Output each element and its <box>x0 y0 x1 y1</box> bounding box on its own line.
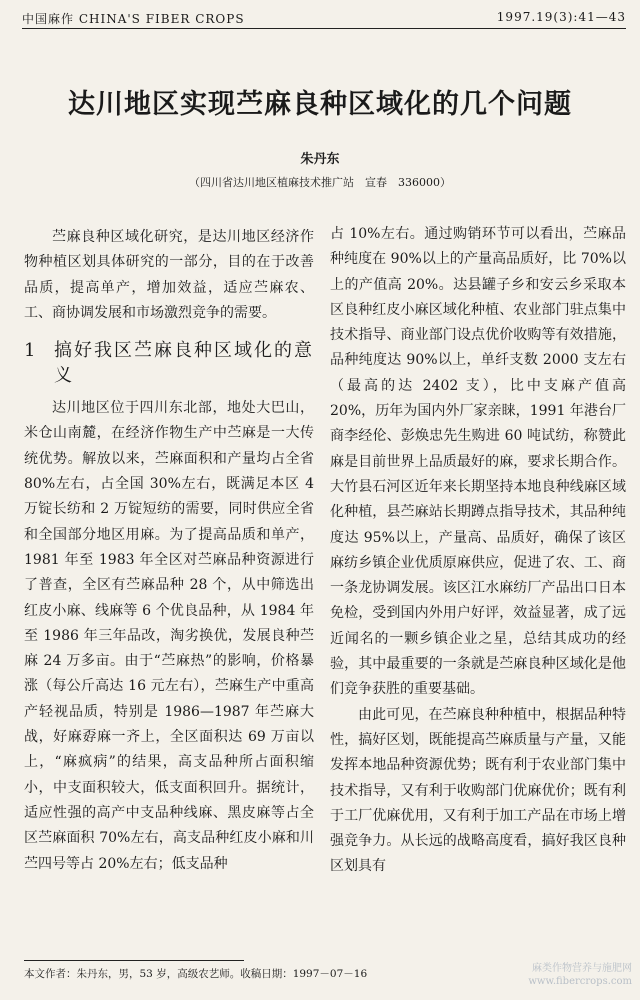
footnote-divider <box>24 960 244 961</box>
section-number: 1 <box>24 340 38 362</box>
watermark-site-name: 麻类作物营养与施肥网 <box>532 963 632 974</box>
intro-paragraph: 苎麻良种区域化研究，是达川地区经济作物种植区划具体研究的一部分，目的在于改善品质，提高单产，增加效益，适应苎麻农、工、商协调发展和市场激烈竞争的需要。 <box>24 229 314 321</box>
journal-header <box>22 10 626 29</box>
journal-name: 中国麻作 CHINA'S FIBER CROPS <box>22 12 245 26</box>
left-column <box>24 225 314 877</box>
body-paragraph-continued: 占 10%左右。通过购销环节可以看出，苎麻品种纯度在 90%以上的产量高品质好，比 70%以上的产值高 20%。达县罐子乡和安云乡采取本区良种红皮小麻区域化种植、农业部门驻点集中技术指导、商业部门设点优价收购等有效措施，品种纯度达 90%以上，单纤支数 2000 支左右（最高的达 2402 支），比中支麻产值高 20%，历年为国内外厂家亲睐，1991 年港台厂商李经伦、彭焕忠先生购进 60 吨试纺，称赞此麻是目前世界上品质最好的麻，要求长期合作。大竹县石河区近年来长期坚持本地良种线麻区域化种植，县苎麻站长期蹲点指导技术，其品种纯度达 95%以上，产量高、品质好，确保了该区麻纺乡镇企业优质原麻供应，促进了农、工、商一条龙协调发展。该区江水麻纺厂产品出口日本免检，受到国内外用户好评，效益显著，成了远近闻名的一颗乡镇企业之星，总结其成功的经验，其中最重要的一条就是苎麻良种区域化是他们竞争获胜的重要基础。 <box>330 226 626 698</box>
right-column <box>330 222 626 880</box>
author-affiliation: （四川省达川地区植麻技术推广站 宣春 336000） <box>189 176 451 189</box>
body-paragraph: 达川地区位于四川东北部，地处大巴山，米仓山南麓，在经济作物生产中苎麻是一大传统优势。解放以来，苎麻面积和产量均占全省 80%左右，占全国 30%左右，既满足本区 4 万锭长纺和 2 万锭短纺的需要，同时供应全省和全国部分地区用麻。为了提高品质和单产，1981 年至 1983 年全区对苎麻品种资源进行了普查，全区有苎麻品种 28 个，从中筛选出红皮小麻、线麻等 6 个优良品种，从 1984 年至 1986 年三年品改，淘劣换优，发展良种苎麻 24 万多亩。由于“苎麻热”的影响，价格暴涨（每公斤高达 16 元左右），苎麻生产中重高产轻视品质，特别是 1986—1987 年苎麻大战，好麻孬麻一齐上，全区面积达 69 万亩以上，“麻疯病”的结果，高支品种所占面积缩小，中支面积较大，低支面积回升。据统计，适应性强的高产中支品种线麻、黑皮麻等占全区苎麻面积 70%左右，高支品种红皮小麻和川苎四号等占 20%左右；低支品种 <box>24 400 314 872</box>
section-heading <box>24 338 314 388</box>
author-name: 朱丹东 <box>300 152 340 167</box>
section-title: 搞好我区苎麻良种区域化的意义 <box>54 340 314 387</box>
watermark <box>528 962 632 988</box>
body-paragraph: 由此可见，在苎麻良种种植中，根据品种特性，搞好区划，既能提高苎麻质量与产量，又能发挥本地品种资源优势；既有利于农业部门集中技术指导，又有利于收购部门优麻优价；既有利于工厂优麻优用，又有利于加工产品在市场上增强竞争力。从长远的战略高度看，搞好我区良种区划具有 <box>330 706 626 875</box>
watermark-url: www.fibercrops.com <box>528 976 632 987</box>
journal-citation: 1997.19(3):41—43 <box>496 10 626 24</box>
author-footnote: 本文作者：朱丹东，男，53 岁，高级农艺师。收稿日期：1997－07－16 <box>24 968 368 980</box>
article-title: 达川地区实现苎麻良种区域化的几个问题 <box>68 89 572 120</box>
